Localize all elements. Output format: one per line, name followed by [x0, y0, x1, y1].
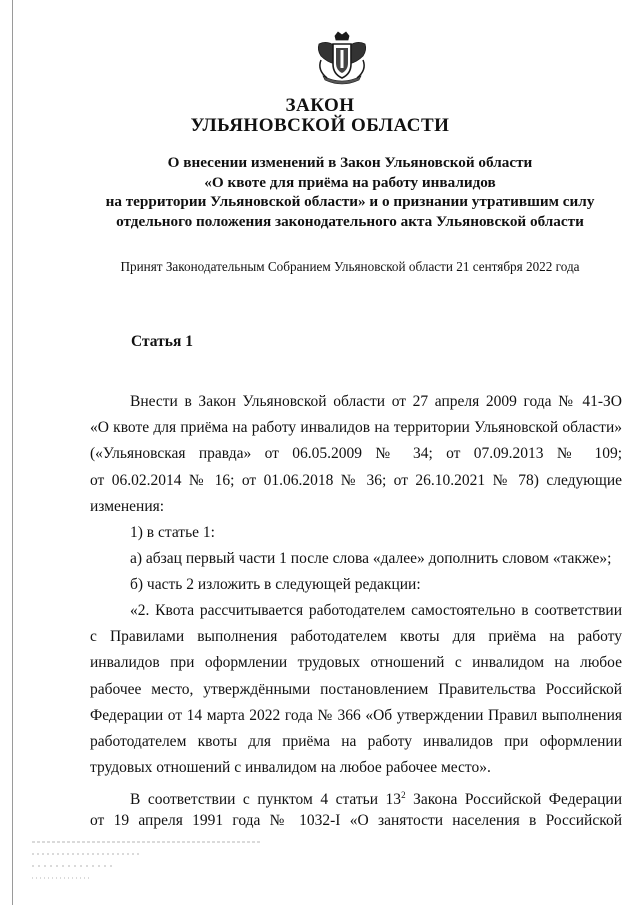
quote-line: с Правилами выполнения работодателем квоты для приёма на работу [90, 628, 622, 646]
text-segment: В соответствии с пунктом 4 статьи 13 [130, 791, 402, 809]
coat-of-arms-icon [313, 30, 371, 88]
subject-line: О внесении изменений в Закон Ульяновской области [167, 154, 533, 171]
quote-line: инвалидов при оформлении трудовых отношений с инвалидом на любое [90, 654, 622, 672]
quote-line: работодателем квоты для приёма на работу инвалидов при оформлении [90, 732, 622, 750]
subject-line: «О квоте для приёма на работу инвалидов [204, 173, 496, 191]
paragraph-line: («Ульяновская правда» от 06.05.2009 № 34; от 07.09.2013 № 109; [90, 445, 622, 463]
paragraph-line: от 19 апреля 1991 года № 1032-I «О занятости населения в Российской [90, 812, 622, 830]
paragraph-line: «О квоте для приёма на работу инвалидов на территории Ульяновской области» [90, 419, 622, 437]
text-segment: Закона Российской Федерации [405, 791, 622, 809]
article-heading: Статья 1 [131, 333, 193, 350]
superscript: 2 [401, 790, 406, 800]
item-1: 1) в статье 1: [130, 524, 215, 541]
paragraph-line [90, 782, 622, 808]
paragraph-line: изменения: [90, 497, 165, 515]
quote-line: Федерации от 14 марта 2022 года № 366 «Об утверждении Правил выполнения [90, 706, 622, 724]
law-title-region: УЛЬЯНОВСКОЙ ОБЛАСТИ [190, 115, 450, 136]
item-b: б) часть 2 изложить в следующей редакции: [130, 576, 421, 594]
last-paragraph [90, 782, 622, 834]
item-a: а) абзац первый части 1 после слова «далее» дополнить словом «также»; [130, 550, 612, 568]
law-title: ЗАКОН [285, 95, 355, 116]
amendment-items [90, 520, 622, 599]
intro-paragraph [90, 389, 622, 520]
scan-marks [22, 836, 272, 896]
law-subject [60, 153, 640, 231]
subject-line: на территории Ульяновской области» и о признании утратившим силу [105, 193, 595, 210]
quote-line: трудовых отношений с инвалидом на любое рабочее место». [90, 759, 491, 777]
quoted-wording [90, 598, 622, 781]
paragraph-line: Внести в Закон Ульяновской области от 27 апреля 2009 года № 41-ЗО [130, 393, 622, 410]
adoption-note: Принят Законодательным Собранием Ульяновской области 21 сентября 2022 года [120, 259, 580, 274]
subject-line: отдельного положения законодательного акта Ульяновской области [116, 212, 584, 230]
quote-line: рабочее место, утверждёнными постановлением Правительства Российской [90, 680, 622, 698]
paragraph-line: от 06.02.2014 № 16; от 01.06.2018 № 36; от 26.10.2021 № 78) следующие [90, 471, 622, 489]
quote-line: «2. Квота рассчитывается работодателем самостоятельно в соответствии [130, 602, 622, 619]
